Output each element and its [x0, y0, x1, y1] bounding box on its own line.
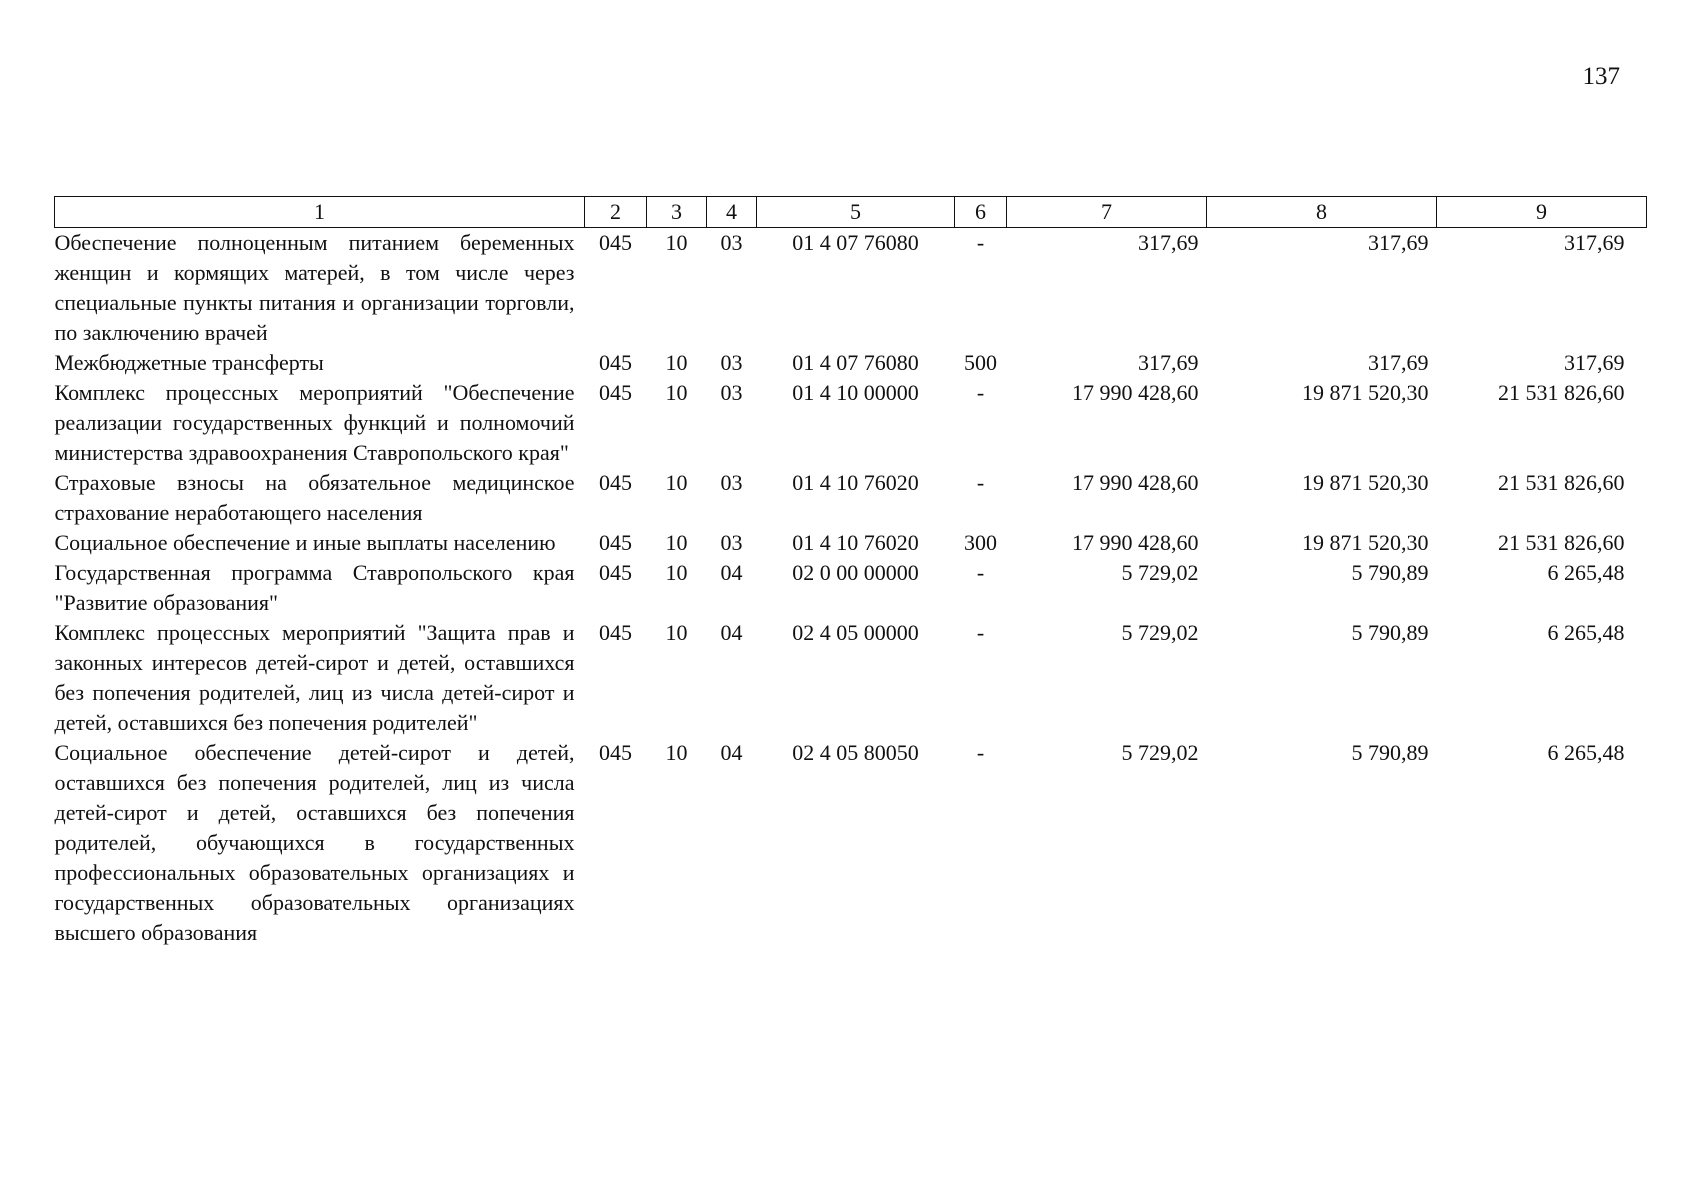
header-col-2: 2	[585, 197, 647, 228]
row-amount-year-2: 317,69	[1368, 230, 1429, 255]
header-col-3: 3	[647, 197, 707, 228]
row-description: Страховые взносы на обязательное медицинское страхование неработающего населения	[54, 470, 575, 525]
row-amount-year-1: 317,69	[1138, 230, 1199, 255]
row-description: Государственная программа Ставропольского края "Развитие образования"	[54, 560, 575, 615]
row-amount-year-3: 21 531 826,60	[1498, 530, 1625, 555]
table-row	[55, 528, 1647, 558]
row-section: 10	[665, 470, 688, 495]
header-col-1: 1	[55, 197, 585, 228]
row-amount-year-1: 5 729,02	[1121, 740, 1199, 765]
header-col-4: 4	[707, 197, 757, 228]
table-header-row	[55, 197, 1647, 228]
row-subsection: 04	[720, 560, 743, 585]
row-section: 10	[665, 560, 688, 585]
row-amount-year-3: 6 265,48	[1547, 740, 1625, 765]
row-admin-code: 045	[599, 350, 632, 375]
row-amount-year-1: 5 729,02	[1121, 620, 1199, 645]
row-amount-year-3: 21 531 826,60	[1498, 470, 1625, 495]
row-section: 10	[665, 530, 688, 555]
row-description: Комплекс процессных мероприятий "Защита прав и законных интересов детей-сирот и детей, оставшихся без попечения родителей, лиц из числа детей-сирот и детей, оставшихся без попечения родителей"	[54, 620, 575, 735]
row-amount-year-3: 21 531 826,60	[1498, 380, 1625, 405]
row-admin-code: 045	[599, 380, 632, 405]
row-amount-year-2: 5 790,89	[1351, 620, 1429, 645]
row-expense-type: 300	[964, 530, 997, 555]
row-target-article: 01 4 07 76080	[792, 230, 919, 255]
table-row	[55, 228, 1647, 349]
table-body	[55, 228, 1647, 949]
row-expense-type: -	[976, 620, 985, 645]
row-subsection: 04	[720, 740, 743, 765]
header-col-8: 8	[1207, 197, 1437, 228]
table-row	[55, 378, 1647, 468]
table-row	[55, 468, 1647, 528]
row-section: 10	[665, 620, 688, 645]
header-col-7: 7	[1007, 197, 1207, 228]
row-target-article: 01 4 10 76020	[792, 470, 919, 495]
row-subsection: 03	[720, 350, 743, 375]
row-expense-type: -	[976, 560, 985, 585]
row-admin-code: 045	[599, 740, 632, 765]
row-expense-type: -	[976, 230, 985, 255]
row-amount-year-2: 19 871 520,30	[1302, 380, 1429, 405]
page-number: 137	[1582, 63, 1620, 90]
row-admin-code: 045	[599, 530, 632, 555]
header-col-5: 5	[757, 197, 955, 228]
header-col-6: 6	[955, 197, 1007, 228]
row-expense-type: -	[976, 470, 985, 495]
row-admin-code: 045	[599, 230, 632, 255]
row-admin-code: 045	[599, 560, 632, 585]
row-section: 10	[665, 350, 688, 375]
row-section: 10	[665, 380, 688, 405]
row-target-article: 01 4 07 76080	[792, 350, 919, 375]
row-description: Обеспечение полноценным питанием беременных женщин и кормящих матерей, в том числе через специальные пункты питания и организации торговли, по заключению врачей	[54, 230, 575, 345]
table-row	[55, 558, 1647, 618]
row-section: 10	[665, 230, 688, 255]
row-section: 10	[665, 740, 688, 765]
row-amount-year-1: 317,69	[1138, 350, 1199, 375]
row-amount-year-2: 19 871 520,30	[1302, 470, 1429, 495]
row-amount-year-2: 19 871 520,30	[1302, 530, 1429, 555]
row-subsection: 03	[720, 380, 743, 405]
row-amount-year-3: 317,69	[1564, 230, 1625, 255]
row-amount-year-1: 5 729,02	[1121, 560, 1199, 585]
row-amount-year-2: 317,69	[1368, 350, 1429, 375]
row-description: Межбюджетные трансферты	[54, 350, 324, 375]
row-target-article: 02 4 05 00000	[792, 620, 919, 645]
row-amount-year-3: 6 265,48	[1547, 620, 1625, 645]
row-description: Социальное обеспечение и иные выплаты населению	[54, 530, 556, 555]
row-amount-year-3: 6 265,48	[1547, 560, 1625, 585]
row-admin-code: 045	[599, 470, 632, 495]
row-expense-type: -	[976, 740, 985, 765]
row-description: Комплекс процессных мероприятий "Обеспечение реализации государственных функций и полномочий министерства здравоохранения Ставропольского края"	[54, 380, 575, 465]
table-row	[55, 618, 1647, 738]
row-amount-year-3: 317,69	[1564, 350, 1625, 375]
row-amount-year-2: 5 790,89	[1351, 560, 1429, 585]
budget-table	[54, 196, 1647, 948]
row-description: Социальное обеспечение детей-сирот и детей, оставшихся без попечения родителей, лиц из числа детей-сирот и детей, оставшихся без попечения родителей, обучающихся в государственных профессиональных образовательных организациях и государственных образовательных организациях высшего образования	[54, 740, 575, 945]
row-subsection: 03	[720, 530, 743, 555]
row-target-article: 01 4 10 76020	[792, 530, 919, 555]
table-row	[55, 348, 1647, 378]
row-amount-year-1: 17 990 428,60	[1072, 470, 1199, 495]
row-amount-year-1: 17 990 428,60	[1072, 380, 1199, 405]
row-admin-code: 045	[599, 620, 632, 645]
row-subsection: 03	[720, 470, 743, 495]
row-subsection: 03	[720, 230, 743, 255]
row-target-article: 01 4 10 00000	[792, 380, 919, 405]
row-target-article: 02 0 00 00000	[792, 560, 919, 585]
row-expense-type: -	[976, 380, 985, 405]
row-target-article: 02 4 05 80050	[792, 740, 919, 765]
row-amount-year-1: 17 990 428,60	[1072, 530, 1199, 555]
table-row	[55, 738, 1647, 948]
header-col-9: 9	[1437, 197, 1647, 228]
row-amount-year-2: 5 790,89	[1351, 740, 1429, 765]
row-subsection: 04	[720, 620, 743, 645]
row-expense-type: 500	[964, 350, 997, 375]
